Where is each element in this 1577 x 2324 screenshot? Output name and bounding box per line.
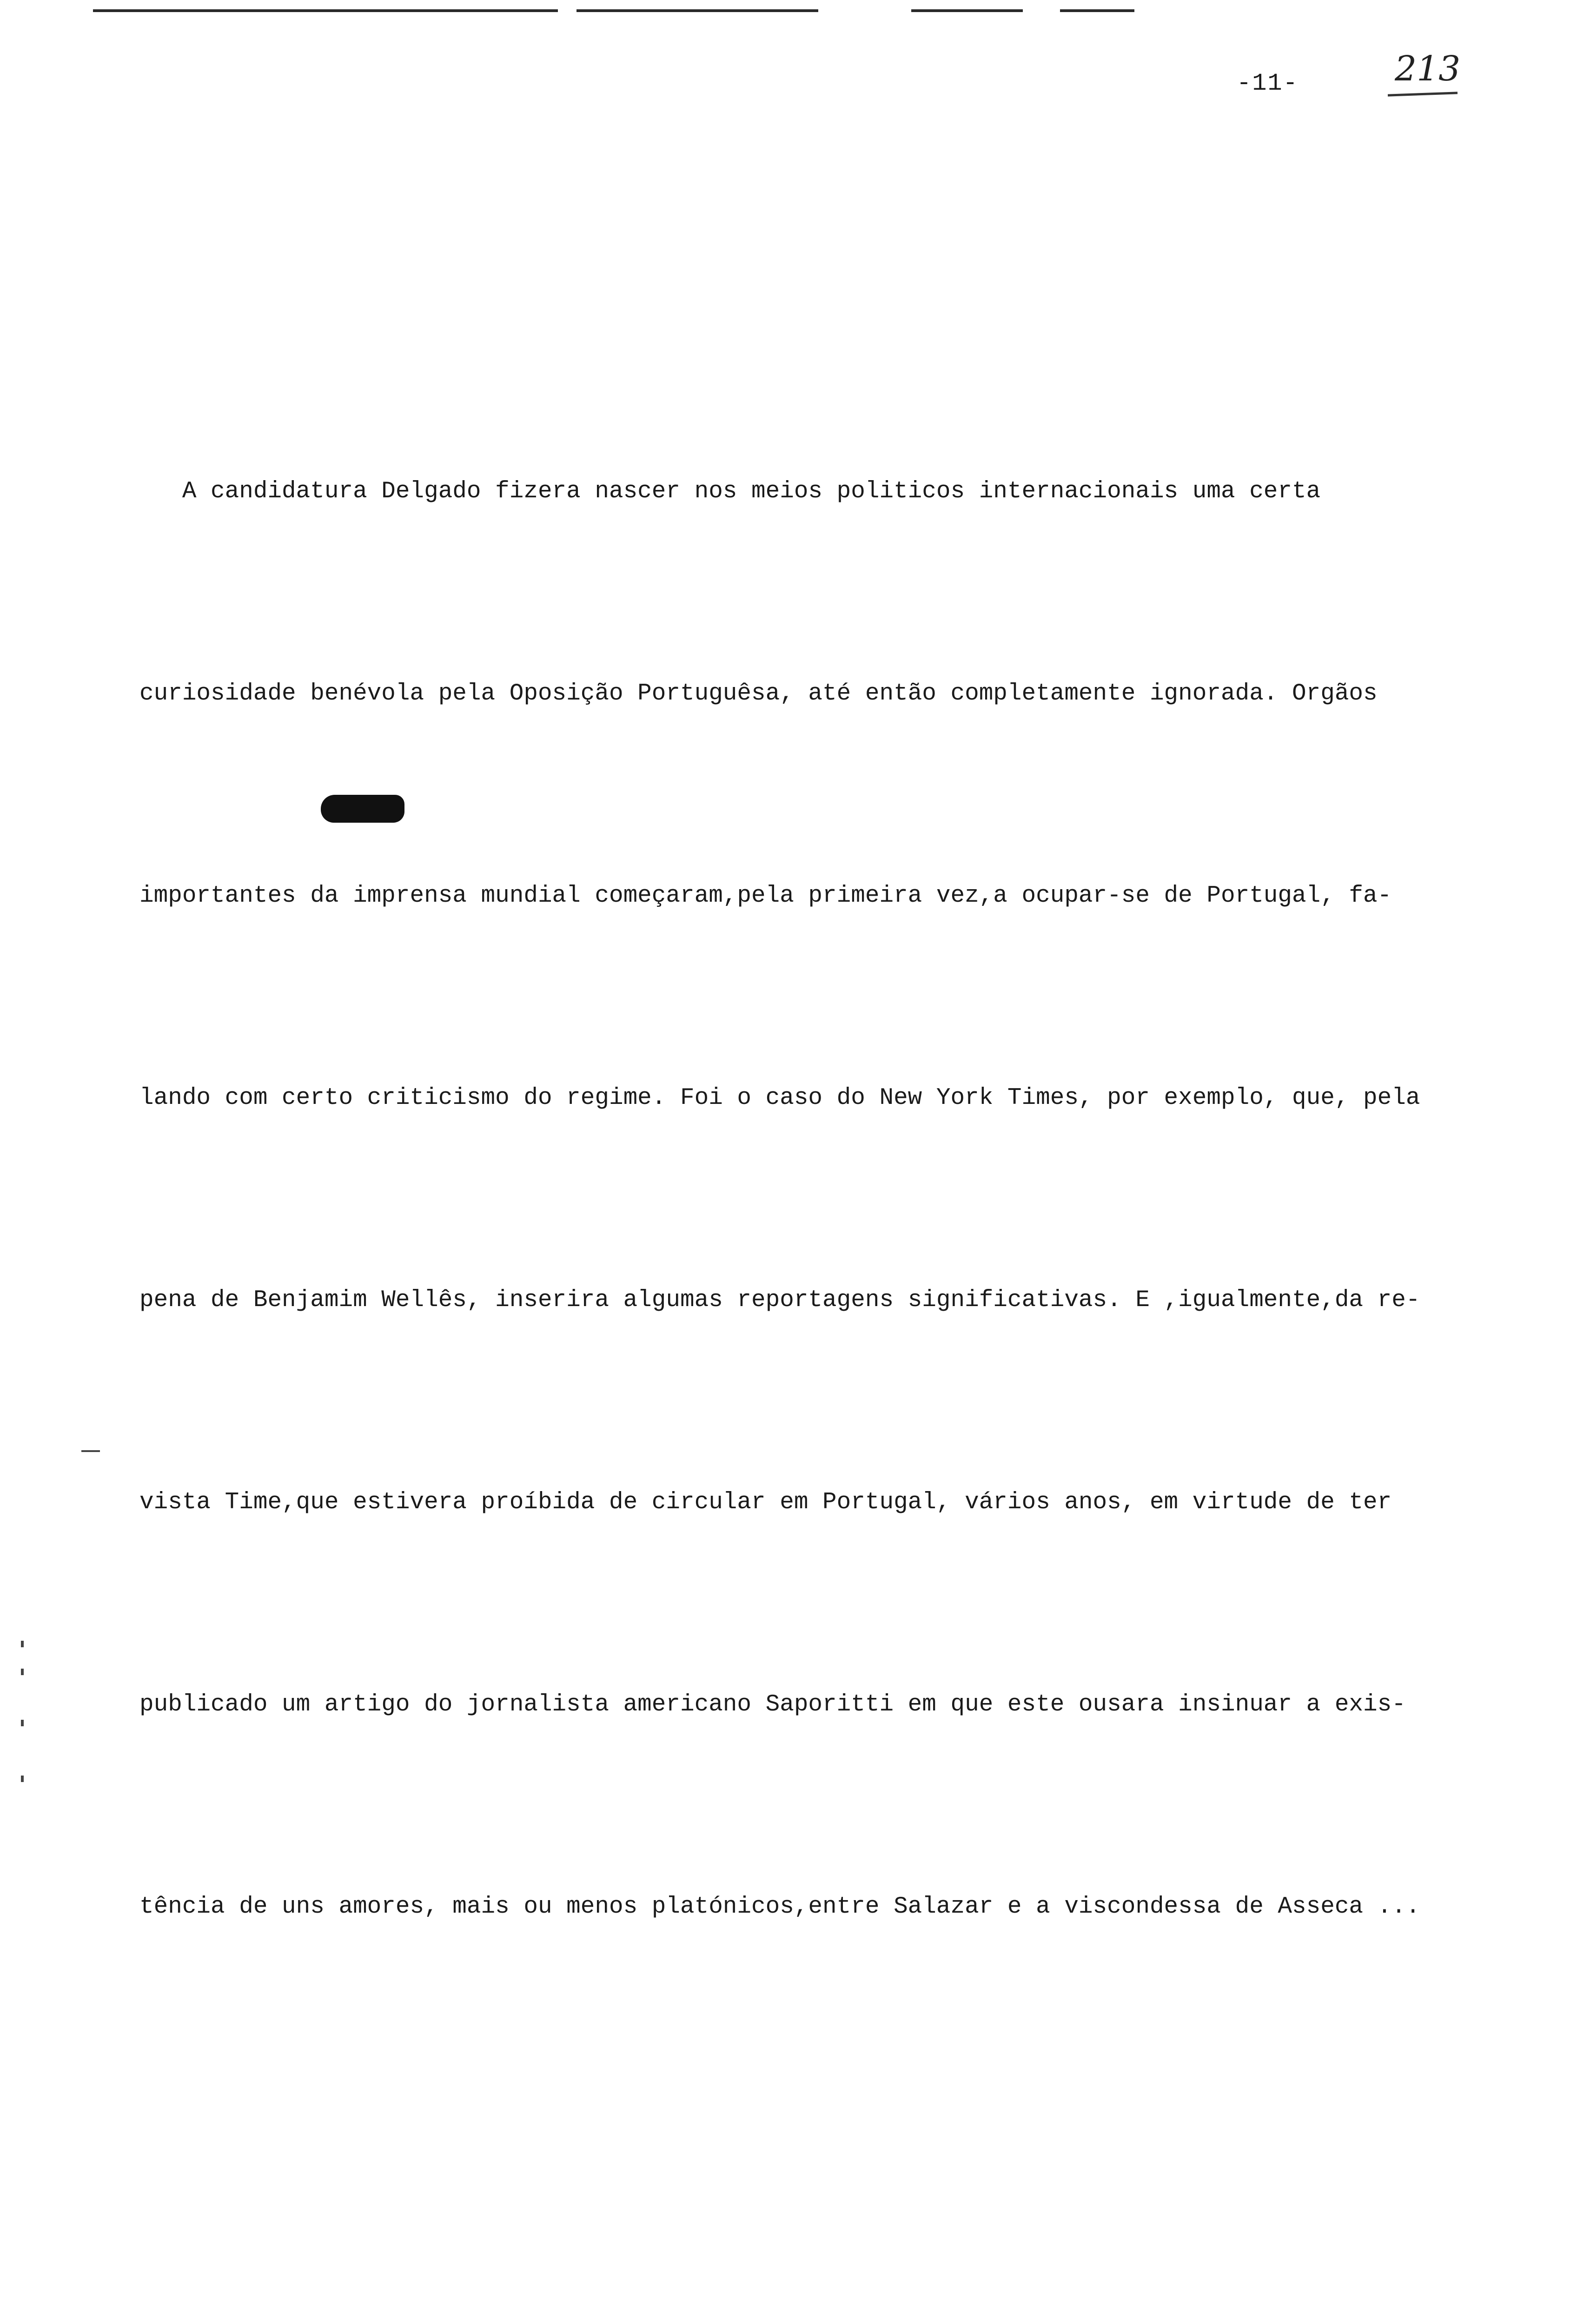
margin-tick	[21, 1641, 24, 1647]
margin-tick	[21, 1720, 24, 1726]
top-rule-2	[576, 9, 818, 12]
text-line: vista Time,que estivera proíbida de circular em Portugal, vários anos, em virtude de ter	[139, 1489, 1392, 1516]
page-number: -11-	[1237, 70, 1299, 97]
text-line: A candidatura Delgado fizera nascer nos meios politicos internacionais uma certa	[139, 478, 1321, 505]
margin-tick	[81, 1450, 100, 1452]
handwritten-folio: 213	[1395, 49, 1461, 89]
margin-tick	[21, 1776, 24, 1782]
margin-tick	[21, 1669, 24, 1675]
folio-underline	[1388, 92, 1458, 96]
text-line: publicado um artigo do jornalista americano Saporitti em que este ousara insinuar a exis-	[139, 1691, 1406, 1718]
text-line: tência de uns amores, mais ou menos platónicos,entre Salazar e a viscondessa de Asseca ...	[139, 1894, 1420, 1920]
paragraph-1	[139, 323, 1488, 2075]
body-text	[139, 188, 1488, 2324]
text-line: importantes da imprensa mundial começaram,pela primeira vez,a ocupar-se de Portugal, fa-	[139, 883, 1392, 909]
top-rule-3	[911, 9, 1023, 12]
ink-redaction-mark	[321, 795, 404, 823]
text-line: pena de Benjamim Wellês, inserira algumas reportagens significativas. E ,igualmente,da re-	[139, 1287, 1420, 1314]
top-rule-1	[93, 9, 558, 12]
paragraph-2	[139, 2210, 1488, 2324]
top-rule-4	[1060, 9, 1134, 12]
text-line: curiosidade benévola pela Oposição Portuguêsa, até então completamente ignorada. Orgãos	[139, 680, 1378, 707]
text-line: lando com certo criticismo do regime. Foi o caso do New York Times, por exemplo, que, pela	[139, 1085, 1420, 1111]
